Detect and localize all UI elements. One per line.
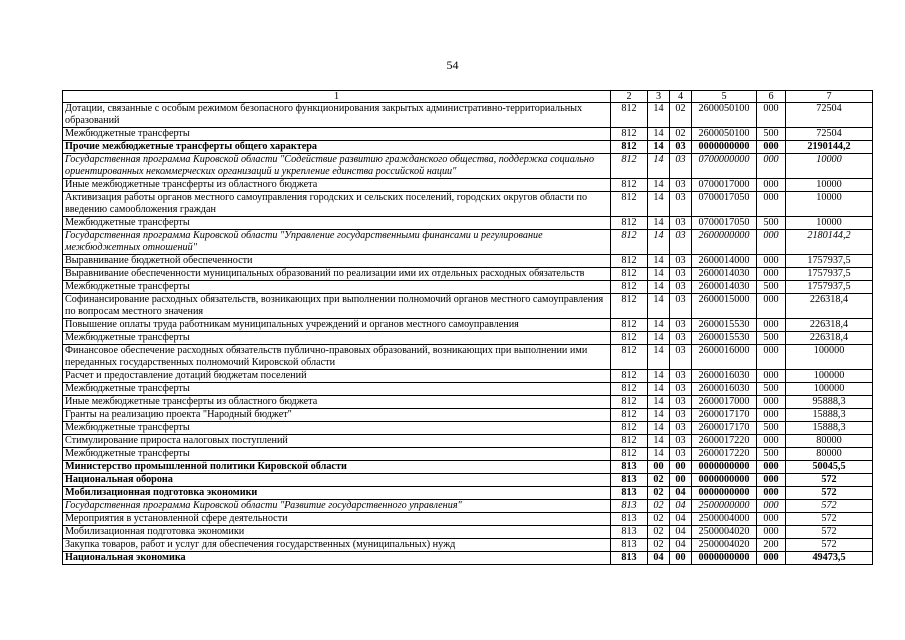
- section-code-cell: 02: [648, 526, 670, 539]
- expense-type-cell: 000: [757, 461, 786, 474]
- row-name-cell: Выравнивание бюджетной обеспеченности: [63, 255, 611, 268]
- section-code-cell: 14: [648, 255, 670, 268]
- row-name-cell: Государственная программа Кировской области "Развитие государственного управления": [63, 500, 611, 513]
- target-article-cell: 0000000000: [692, 461, 757, 474]
- admin-code-cell: 812: [611, 396, 648, 409]
- section-code-cell: 02: [648, 513, 670, 526]
- row-name-cell: Государственная программа Кировской области "Управление государственными финансами и регулирование межбюджетных отношений": [63, 230, 611, 255]
- expense-type-cell: 000: [757, 154, 786, 179]
- section-code-cell: 14: [648, 217, 670, 230]
- row-name-cell: Иные межбюджетные трансферты из областного бюджета: [63, 396, 611, 409]
- row-name-cell: Дотации, связанные с особым режимом безопасного функционирования закрытых административно-территориальных образований: [63, 103, 611, 128]
- table-row: [63, 461, 873, 474]
- expense-type-cell: 000: [757, 370, 786, 383]
- subsection-code-cell: 03: [670, 192, 692, 217]
- amount-cell: 226318,4: [786, 332, 873, 345]
- row-name-cell: Прочие межбюджетные трансферты общего характера: [63, 141, 611, 154]
- amount-cell: 10000: [786, 179, 873, 192]
- table-row: [63, 268, 873, 281]
- amount-cell: 10000: [786, 192, 873, 217]
- expense-type-cell: 000: [757, 552, 786, 565]
- amount-cell: 100000: [786, 345, 873, 370]
- expense-type-cell: 000: [757, 255, 786, 268]
- amount-cell: 80000: [786, 435, 873, 448]
- section-code-cell: 14: [648, 268, 670, 281]
- expense-type-cell: 000: [757, 435, 786, 448]
- amount-cell: 2180144,2: [786, 230, 873, 255]
- row-name-cell: Расчет и предоставление дотаций бюджетам поселений: [63, 370, 611, 383]
- section-code-cell: 14: [648, 396, 670, 409]
- column-header: 6: [757, 91, 786, 103]
- amount-cell: 10000: [786, 154, 873, 179]
- expense-type-cell: 000: [757, 474, 786, 487]
- expense-type-cell: 000: [757, 345, 786, 370]
- amount-cell: 1757937,5: [786, 268, 873, 281]
- amount-cell: 1757937,5: [786, 281, 873, 294]
- target-article-cell: 2600015530: [692, 319, 757, 332]
- expense-type-cell: 500: [757, 383, 786, 396]
- target-article-cell: 2500004020: [692, 526, 757, 539]
- row-name-cell: Межбюджетные трансферты: [63, 128, 611, 141]
- amount-cell: 80000: [786, 448, 873, 461]
- admin-code-cell: 812: [611, 345, 648, 370]
- expense-type-cell: 500: [757, 332, 786, 345]
- amount-cell: 72504: [786, 128, 873, 141]
- table-header-row: [63, 91, 873, 103]
- expense-type-cell: 500: [757, 128, 786, 141]
- admin-code-cell: 812: [611, 179, 648, 192]
- amount-cell: 572: [786, 526, 873, 539]
- amount-cell: 49473,5: [786, 552, 873, 565]
- table-row: [63, 128, 873, 141]
- row-name-cell: Стимулирование прироста налоговых поступлений: [63, 435, 611, 448]
- expense-type-cell: 000: [757, 230, 786, 255]
- table-row: [63, 448, 873, 461]
- row-name-cell: Софинансирование расходных обязательств, возникающих при выполнении полномочий органов местного самоуправления по вопросам местного значения: [63, 294, 611, 319]
- expense-type-cell: 000: [757, 268, 786, 281]
- amount-cell: 1757937,5: [786, 255, 873, 268]
- expense-type-cell: 000: [757, 192, 786, 217]
- amount-cell: 15888,3: [786, 422, 873, 435]
- target-article-cell: 0700000000: [692, 154, 757, 179]
- subsection-code-cell: 03: [670, 217, 692, 230]
- amount-cell: 2190144,2: [786, 141, 873, 154]
- admin-code-cell: 813: [611, 487, 648, 500]
- admin-code-cell: 813: [611, 539, 648, 552]
- target-article-cell: 0700017050: [692, 192, 757, 217]
- row-name-cell: Иные межбюджетные трансферты из областного бюджета: [63, 179, 611, 192]
- table-row: [63, 539, 873, 552]
- section-code-cell: 14: [648, 154, 670, 179]
- table-row: [63, 409, 873, 422]
- target-article-cell: 2600050100: [692, 103, 757, 128]
- amount-cell: 572: [786, 487, 873, 500]
- target-article-cell: 2600000000: [692, 230, 757, 255]
- expense-type-cell: 000: [757, 409, 786, 422]
- table-row: [63, 422, 873, 435]
- amount-cell: 100000: [786, 383, 873, 396]
- subsection-code-cell: 03: [670, 370, 692, 383]
- target-article-cell: 2600016030: [692, 383, 757, 396]
- target-article-cell: 2600014030: [692, 281, 757, 294]
- target-article-cell: 0000000000: [692, 141, 757, 154]
- section-code-cell: 14: [648, 281, 670, 294]
- subsection-code-cell: 00: [670, 552, 692, 565]
- expense-type-cell: 000: [757, 526, 786, 539]
- amount-cell: 572: [786, 513, 873, 526]
- amount-cell: 572: [786, 474, 873, 487]
- expense-type-cell: 500: [757, 281, 786, 294]
- row-name-cell: Министерство промышленной политики Кировской области: [63, 461, 611, 474]
- table-row: [63, 294, 873, 319]
- admin-code-cell: 812: [611, 409, 648, 422]
- table-row: [63, 396, 873, 409]
- subsection-code-cell: 03: [670, 154, 692, 179]
- section-code-cell: 14: [648, 383, 670, 396]
- budget-table: [62, 90, 873, 565]
- row-name-cell: Государственная программа Кировской области "Содействие развитию гражданского общества, поддержка социально ориентированных некоммерческих организаций и укрепление единства российской нации": [63, 154, 611, 179]
- subsection-code-cell: 03: [670, 294, 692, 319]
- table-row: [63, 383, 873, 396]
- section-code-cell: 02: [648, 500, 670, 513]
- expense-type-cell: 000: [757, 513, 786, 526]
- admin-code-cell: 812: [611, 268, 648, 281]
- admin-code-cell: 812: [611, 294, 648, 319]
- subsection-code-cell: 03: [670, 179, 692, 192]
- admin-code-cell: 812: [611, 281, 648, 294]
- target-article-cell: 0700017050: [692, 217, 757, 230]
- subsection-code-cell: 03: [670, 281, 692, 294]
- admin-code-cell: 812: [611, 141, 648, 154]
- table-row: [63, 513, 873, 526]
- section-code-cell: 14: [648, 103, 670, 128]
- row-name-cell: Активизация работы органов местного самоуправления городских и сельских поселений, городских округов области по введению самообложения граждан: [63, 192, 611, 217]
- amount-cell: 572: [786, 500, 873, 513]
- admin-code-cell: 813: [611, 500, 648, 513]
- table-row: [63, 217, 873, 230]
- section-code-cell: 14: [648, 294, 670, 319]
- row-name-cell: Национальная экономика: [63, 552, 611, 565]
- row-name-cell: Межбюджетные трансферты: [63, 422, 611, 435]
- amount-cell: 10000: [786, 217, 873, 230]
- subsection-code-cell: 00: [670, 461, 692, 474]
- admin-code-cell: 812: [611, 217, 648, 230]
- row-name-cell: Выравнивание обеспеченности муниципальных образований по реализации ими их отдельных расходных обязательств: [63, 268, 611, 281]
- table-row: [63, 500, 873, 513]
- target-article-cell: 0000000000: [692, 487, 757, 500]
- admin-code-cell: 812: [611, 103, 648, 128]
- target-article-cell: 0000000000: [692, 552, 757, 565]
- section-code-cell: 00: [648, 461, 670, 474]
- subsection-code-cell: 04: [670, 487, 692, 500]
- admin-code-cell: 812: [611, 448, 648, 461]
- expense-type-cell: 000: [757, 396, 786, 409]
- section-code-cell: 14: [648, 409, 670, 422]
- column-header: 1: [63, 91, 611, 103]
- section-code-cell: 02: [648, 487, 670, 500]
- expense-type-cell: 200: [757, 539, 786, 552]
- target-article-cell: 2600014030: [692, 268, 757, 281]
- admin-code-cell: 812: [611, 192, 648, 217]
- target-article-cell: 2500004020: [692, 539, 757, 552]
- target-article-cell: 2600050100: [692, 128, 757, 141]
- expense-type-cell: 000: [757, 294, 786, 319]
- table-row: [63, 487, 873, 500]
- section-code-cell: 02: [648, 539, 670, 552]
- column-header: 2: [611, 91, 648, 103]
- amount-cell: 95888,3: [786, 396, 873, 409]
- table-row: [63, 435, 873, 448]
- subsection-code-cell: 02: [670, 103, 692, 128]
- expense-type-cell: 000: [757, 319, 786, 332]
- target-article-cell: 2600017220: [692, 435, 757, 448]
- table-row: [63, 526, 873, 539]
- subsection-code-cell: 03: [670, 422, 692, 435]
- target-article-cell: 2600016000: [692, 345, 757, 370]
- admin-code-cell: 812: [611, 255, 648, 268]
- section-code-cell: 14: [648, 422, 670, 435]
- subsection-code-cell: 03: [670, 268, 692, 281]
- subsection-code-cell: 00: [670, 474, 692, 487]
- subsection-code-cell: 03: [670, 396, 692, 409]
- admin-code-cell: 812: [611, 370, 648, 383]
- table-row: [63, 281, 873, 294]
- amount-cell: 15888,3: [786, 409, 873, 422]
- section-code-cell: 14: [648, 141, 670, 154]
- subsection-code-cell: 03: [670, 435, 692, 448]
- section-code-cell: 14: [648, 448, 670, 461]
- table-row: [63, 103, 873, 128]
- expense-type-cell: 000: [757, 141, 786, 154]
- admin-code-cell: 812: [611, 383, 648, 396]
- target-article-cell: 2600017170: [692, 422, 757, 435]
- row-name-cell: Межбюджетные трансферты: [63, 383, 611, 396]
- target-article-cell: 2600014000: [692, 255, 757, 268]
- expense-type-cell: 000: [757, 500, 786, 513]
- table-row: [63, 319, 873, 332]
- page-number: 54: [446, 58, 459, 72]
- row-name-cell: Мобилизационная подготовка экономики: [63, 526, 611, 539]
- expense-type-cell: 500: [757, 217, 786, 230]
- target-article-cell: 0700017000: [692, 179, 757, 192]
- table-row: [63, 179, 873, 192]
- target-article-cell: 2500004000: [692, 513, 757, 526]
- section-code-cell: 14: [648, 370, 670, 383]
- expense-type-cell: 500: [757, 448, 786, 461]
- subsection-code-cell: 03: [670, 319, 692, 332]
- subsection-code-cell: 03: [670, 383, 692, 396]
- section-code-cell: 02: [648, 474, 670, 487]
- row-name-cell: Межбюджетные трансферты: [63, 217, 611, 230]
- subsection-code-cell: 03: [670, 255, 692, 268]
- amount-cell: 72504: [786, 103, 873, 128]
- amount-cell: 226318,4: [786, 319, 873, 332]
- subsection-code-cell: 04: [670, 513, 692, 526]
- subsection-code-cell: 03: [670, 409, 692, 422]
- column-header: 4: [670, 91, 692, 103]
- admin-code-cell: 812: [611, 422, 648, 435]
- admin-code-cell: 813: [611, 474, 648, 487]
- target-article-cell: 0000000000: [692, 474, 757, 487]
- row-name-cell: Межбюджетные трансферты: [63, 281, 611, 294]
- admin-code-cell: 813: [611, 513, 648, 526]
- section-code-cell: 14: [648, 230, 670, 255]
- admin-code-cell: 812: [611, 128, 648, 141]
- expense-type-cell: 000: [757, 487, 786, 500]
- amount-cell: 572: [786, 539, 873, 552]
- admin-code-cell: 812: [611, 230, 648, 255]
- subsection-code-cell: 04: [670, 539, 692, 552]
- subsection-code-cell: 04: [670, 526, 692, 539]
- amount-cell: 100000: [786, 370, 873, 383]
- section-code-cell: 14: [648, 319, 670, 332]
- table-row: [63, 230, 873, 255]
- row-name-cell: Повышение оплаты труда работникам муниципальных учреждений и органов местного самоуправления: [63, 319, 611, 332]
- column-header: 5: [692, 91, 757, 103]
- column-header: 3: [648, 91, 670, 103]
- target-article-cell: 2600016030: [692, 370, 757, 383]
- subsection-code-cell: 03: [670, 141, 692, 154]
- subsection-code-cell: 02: [670, 128, 692, 141]
- admin-code-cell: 812: [611, 154, 648, 179]
- section-code-cell: 14: [648, 435, 670, 448]
- amount-cell: 226318,4: [786, 294, 873, 319]
- target-article-cell: 2500000000: [692, 500, 757, 513]
- section-code-cell: 14: [648, 128, 670, 141]
- table-row: [63, 370, 873, 383]
- target-article-cell: 2600017170: [692, 409, 757, 422]
- target-article-cell: 2600017220: [692, 448, 757, 461]
- row-name-cell: Мобилизационная подготовка экономики: [63, 487, 611, 500]
- table-row: [63, 474, 873, 487]
- table-row: [63, 141, 873, 154]
- section-code-cell: 14: [648, 179, 670, 192]
- subsection-code-cell: 04: [670, 500, 692, 513]
- table-row: [63, 154, 873, 179]
- admin-code-cell: 812: [611, 319, 648, 332]
- expense-type-cell: 000: [757, 179, 786, 192]
- section-code-cell: 14: [648, 332, 670, 345]
- admin-code-cell: 812: [611, 332, 648, 345]
- target-article-cell: 2600015530: [692, 332, 757, 345]
- subsection-code-cell: 03: [670, 448, 692, 461]
- section-code-cell: 04: [648, 552, 670, 565]
- row-name-cell: Межбюджетные трансферты: [63, 448, 611, 461]
- admin-code-cell: 813: [611, 552, 648, 565]
- target-article-cell: 2600017000: [692, 396, 757, 409]
- section-code-cell: 14: [648, 192, 670, 217]
- expense-type-cell: 000: [757, 103, 786, 128]
- expense-type-cell: 500: [757, 422, 786, 435]
- table-row: [63, 255, 873, 268]
- admin-code-cell: 813: [611, 526, 648, 539]
- subsection-code-cell: 03: [670, 332, 692, 345]
- row-name-cell: Финансовое обеспечение расходных обязательств публично-правовых образований, возникающих при выполнении ими переданных государственных полномочий Кировской области: [63, 345, 611, 370]
- table-row: [63, 332, 873, 345]
- amount-cell: 50045,5: [786, 461, 873, 474]
- row-name-cell: Закупка товаров, работ и услуг для обеспечения государственных (муниципальных) нужд: [63, 539, 611, 552]
- table-row: [63, 345, 873, 370]
- row-name-cell: Мероприятия в установленной сфере деятельности: [63, 513, 611, 526]
- target-article-cell: 2600015000: [692, 294, 757, 319]
- table-row: [63, 192, 873, 217]
- admin-code-cell: 813: [611, 461, 648, 474]
- section-code-cell: 14: [648, 345, 670, 370]
- subsection-code-cell: 03: [670, 345, 692, 370]
- table-row: [63, 552, 873, 565]
- row-name-cell: Национальная оборона: [63, 474, 611, 487]
- column-header: 7: [786, 91, 873, 103]
- row-name-cell: Гранты на реализацию проекта "Народный бюджет": [63, 409, 611, 422]
- subsection-code-cell: 03: [670, 230, 692, 255]
- admin-code-cell: 812: [611, 435, 648, 448]
- row-name-cell: Межбюджетные трансферты: [63, 332, 611, 345]
